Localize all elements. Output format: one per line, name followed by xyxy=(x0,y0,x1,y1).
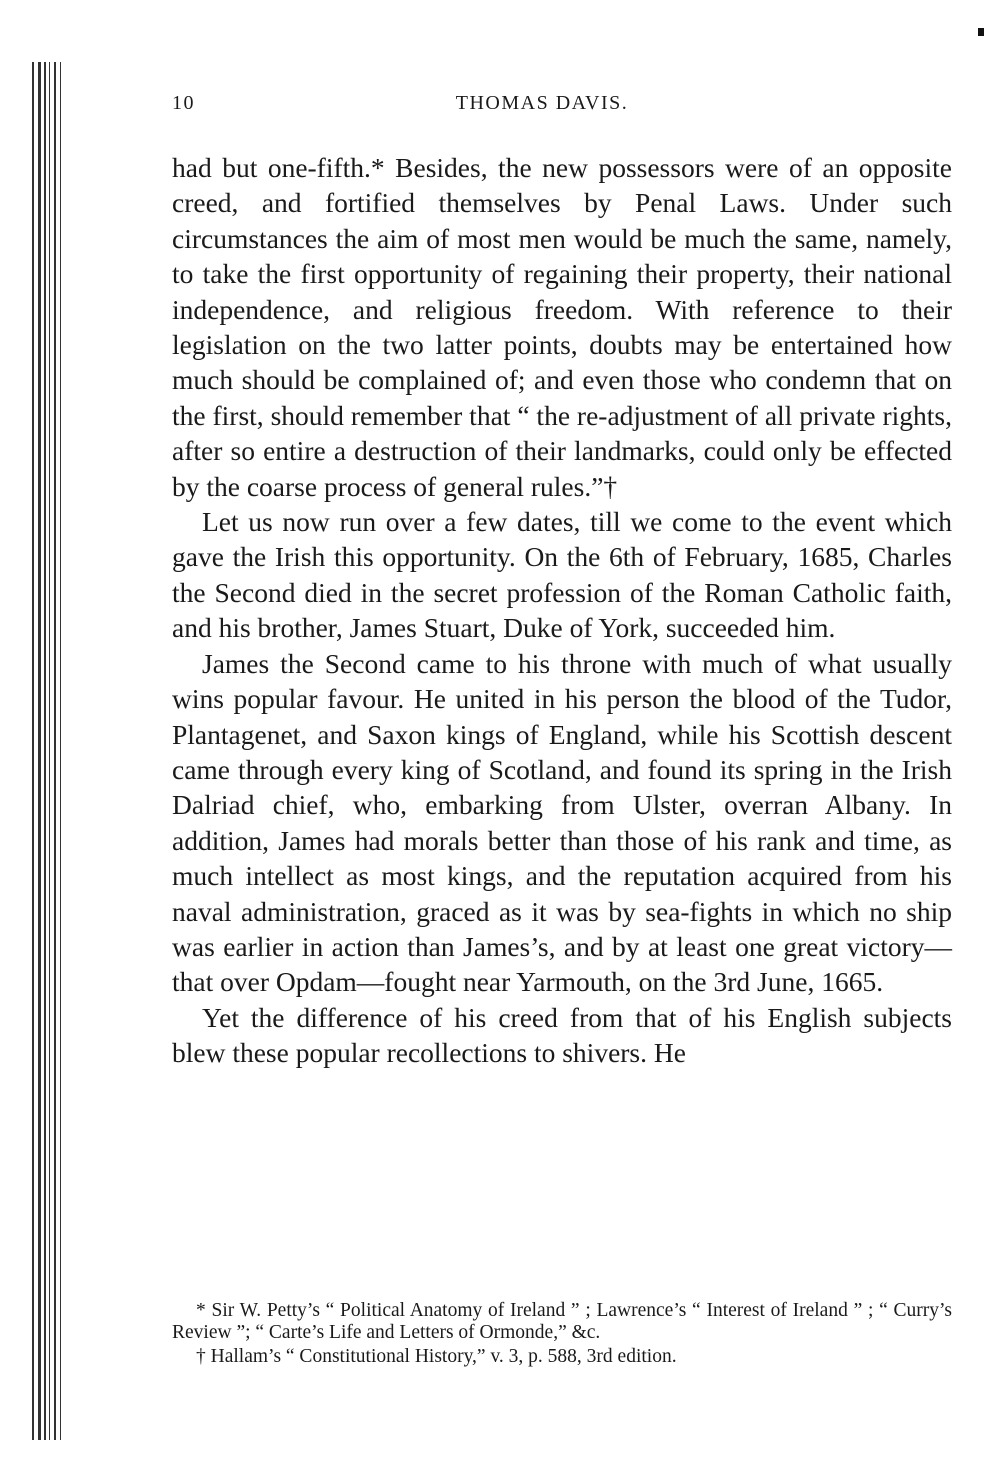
footnotes xyxy=(172,1300,952,1370)
footnote: * Sir W. Petty’s “ Political Anatomy of Ireland ” ; Lawrence’s “ Interest of Ireland ” ; “ Curry’s Review ”; “ Carte’s Life and Letters of Ormonde,” &c. xyxy=(172,1300,952,1343)
page-number: 10 xyxy=(172,92,195,114)
binding-edge xyxy=(30,62,66,1440)
paragraph: Let us now run over a few dates, till we come to the event which gave the Irish this opportunity. On the 6th of February, 1685, Charles the Second died in the secret profession of the Roman Catholic faith, and his brother, James Stuart, Duke of York, succeeded him. xyxy=(172,506,952,644)
running-head xyxy=(172,92,952,122)
running-title: THOMAS DAVIS. xyxy=(455,92,629,114)
paragraph: had but one-fifth.* Besides, the new possessors were of an opposite creed, and fortified themselves by Penal Laws. Under such circumstances the aim of most men would be much the same, namely, to take the first opportunity of regaining their property, their national independence, and religious freedom. With reference to their legislation on the two latter points, doubts may be entertained how much should be complained of; and even those who condemn that on the first, should remember that “ the re-adjustment of all private rights, after so entire a destruction of their landmarks, could only be effected by the coarse process of general rules.”† xyxy=(172,152,952,502)
footnote: † Hallam’s “ Constitutional History,” v. 3, p. 588, 3rd edition. xyxy=(196,1346,677,1367)
paragraph: James the Second came to his throne with much of what usually wins popular favour. He united in his person the blood of the Tudor, Plantagenet, and Saxon kings of England, while his Scottish descent came through every king of Scotland, and found its spring in the Irish Dalriad chief, who, embarking from Ulster, overran Albany. In addition, James had morals better than those of his rank and time, as much intellect as most kings, and the reputation acquired from his naval administration, graced as it was by sea-fights in which no ship was earlier in action than James’s, and by at least one great victory—that over Opdam—fought near Yarmouth, on the 3rd June, 1665. xyxy=(172,647,952,998)
scan-corner-mark xyxy=(978,28,984,36)
body-text xyxy=(172,150,952,1071)
paragraph: Yet the difference of his creed from that of his English subjects blew these popular recollections to shivers. He xyxy=(172,1001,952,1069)
